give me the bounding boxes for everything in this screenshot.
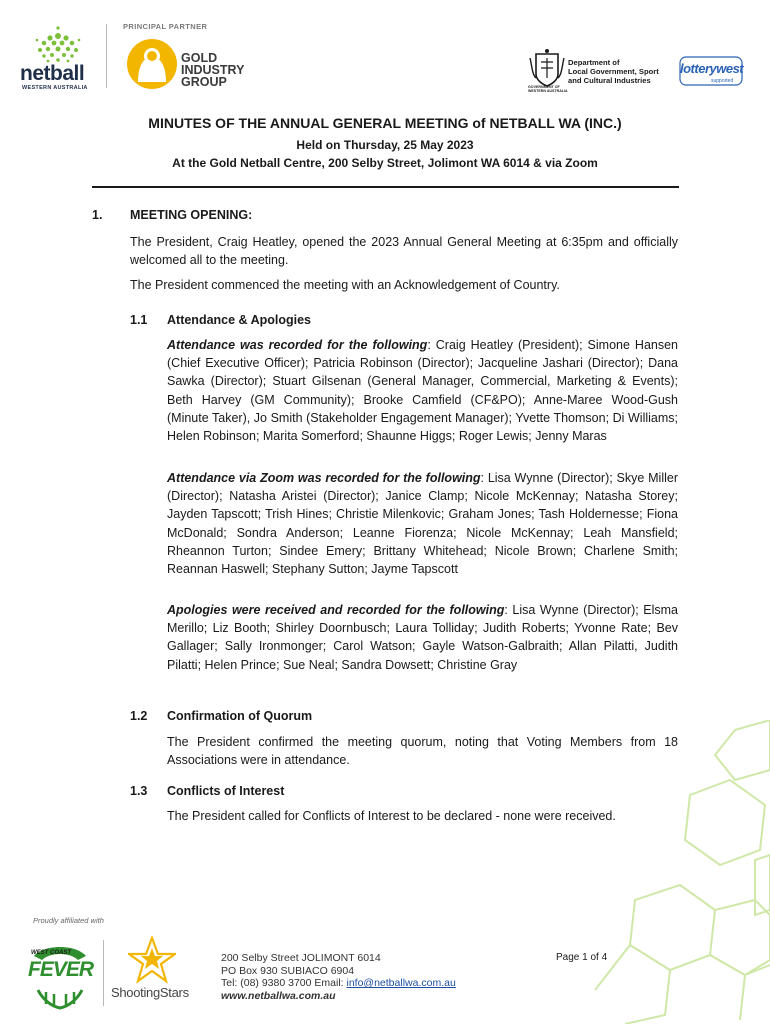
netball-logo-wordmark: netball [20, 62, 85, 85]
conflicts-paragraph: The President called for Conflicts of Interest to be declared - none were received. [167, 809, 616, 823]
postal-address: PO Box 930 SUBIACO 6904 [221, 964, 355, 977]
wa-government-crest-icon [528, 48, 566, 90]
fever-logo-wordmark: FEVER [28, 958, 94, 981]
subsection-number: 1.2 [130, 709, 148, 723]
fever-logo-top: WEST COAST [31, 950, 71, 956]
quorum-paragraph: The President confirmed the meeting quorum, noting that Voting Members from 18 Associations were in attendance. [167, 735, 678, 768]
contact-line [221, 977, 456, 990]
dlgsc-wordmark [568, 58, 659, 85]
subsection-number: 1.3 [130, 784, 148, 798]
footer-address-block [221, 952, 456, 1002]
header-divider [106, 24, 107, 88]
gold-industry-group-wordmark [181, 52, 244, 88]
subsection-number: 1.1 [130, 313, 148, 327]
shooting-stars-star-icon [128, 936, 176, 984]
opening-paragraph: The President, Craig Heatley, opened the 2023 Annual General Meeting at 6:35pm and officially welcomed all to the meeting. [130, 235, 678, 267]
wa-crest-caption [528, 85, 568, 93]
document-title: MINUTES OF THE ANNUAL GENERAL MEETING of NETBALL WA (INC.) [148, 115, 622, 131]
title-rule [92, 186, 679, 188]
zoom-attendance-names: : Lisa Wynne (Director); Skye Miller (Director); Natasha Aristei (Director); Janice Clamp; Nicole McKennay; Natasha Storey; Jayden Tapscott; Trish Hines; Christie Milenkovic; Graham Jones; Tash Holdernesse; Fiona McDonald; Sondra Anderson; Leanne Fiorenza; Nicole McKennay; Leah Mansfield; Rheannon Turton; Sindee Emery; Brittany Whitehead; Nicole Brown; Charlene Smith; Reannan Haswell; Stephany Sutton; Jayme Tapscott [167, 471, 678, 577]
attendance-paragraph [167, 336, 678, 445]
lotterywest-supported: supported [711, 78, 734, 84]
subsection-heading: Conflicts of Interest [167, 784, 285, 798]
acknowledgement-paragraph: The President commenced the meeting with an Acknowledgement of Country. [130, 278, 560, 292]
affiliated-label: Proudly affiliated with [33, 916, 104, 925]
gig-line: GROUP [181, 75, 227, 89]
gig-line: GOLD [181, 51, 218, 65]
shooting-stars-wordmark: ShootingStars [111, 985, 189, 1000]
dlgsc-line: Department of [568, 58, 620, 67]
attendance-names: : Craig Heatley (President); Simone Hansen (Chief Executive Officer); Patricia Robinson (Director); Jacqueline Jashari (Director); Dana Sawka (Director); Stuart Gilsenan (General Manager, Commercial, Marketing & Events); Beth Harvey (GM Community); Brooke Camfield (CF&PO); Anne-Maree Wood-Gush (Minute Taker), Jo Smith (Stakeholder Engagement Manager); Yvette Thomson; Di Williams; Helen Robinson; Marita Somerford; Shaunne Higgs; Roger Lewis; Jenny Maras [167, 338, 679, 444]
phone-email-prefix: Tel: (08) 9380 3700 Email: [221, 977, 347, 989]
meeting-date: Held on Thursday, 25 May 2023 [296, 138, 474, 152]
section-heading: MEETING OPENING: [130, 208, 253, 222]
subsection-heading: Attendance & Apologies [167, 313, 311, 327]
page-number: Page 1 of 4 [556, 952, 608, 963]
dlgsc-line: and Cultural Industries [568, 76, 651, 85]
meeting-venue: At the Gold Netball Centre, 200 Selby Street, Jolimont WA 6014 & via Zoom [172, 156, 598, 170]
principal-partner-label: PRINCIPAL PARTNER [123, 22, 208, 31]
attendance-lead: Attendance was recorded for the following [167, 338, 428, 352]
gig-line: INDUSTRY [181, 63, 245, 77]
apologies-names: : Lisa Wynne (Director); Elsma Merillo; Liz Booth; Shirley Doornbusch; Laura Tolliday; Judith Roberts; Yvonne Rate; Bev Gallager; Sally Ironmonger; Carol Watson; Gayle Watson-Galbraith; Allan Pilatti, Judith Pilatti; Helen Prince; Sue Neal; Sandra Dowsett; Christine Gray [167, 603, 678, 672]
lotterywest-wordmark: lotterywest [680, 61, 744, 76]
street-address: 200 Selby Street JOLIMONT 6014 [221, 952, 381, 964]
apologies-paragraph [167, 601, 678, 674]
subsection-heading: Confirmation of Quorum [167, 709, 313, 723]
dlgsc-line: Local Government, Sport [568, 67, 659, 76]
footer-divider [103, 940, 104, 1006]
email-link[interactable]: info@netballwa.com.au [346, 977, 456, 989]
gold-industry-group-icon [124, 36, 180, 92]
section-number: 1. [92, 208, 103, 222]
zoom-attendance-lead: Attendance via Zoom was recorded for the following [167, 471, 481, 485]
page-header [0, 0, 770, 105]
website-link[interactable]: www.netballwa.com.au [221, 989, 336, 1002]
netball-logo-subtitle: WESTERN AUSTRALIA [22, 85, 88, 91]
wa-crest-line: WESTERN AUSTRALIA [528, 89, 568, 93]
apologies-lead: Apologies were received and recorded for the following [167, 603, 505, 617]
hexagon-pattern-decoration [585, 720, 770, 1024]
wa-crest-line: GOVERNMENT OF [528, 85, 560, 89]
zoom-attendance-paragraph [167, 469, 678, 578]
